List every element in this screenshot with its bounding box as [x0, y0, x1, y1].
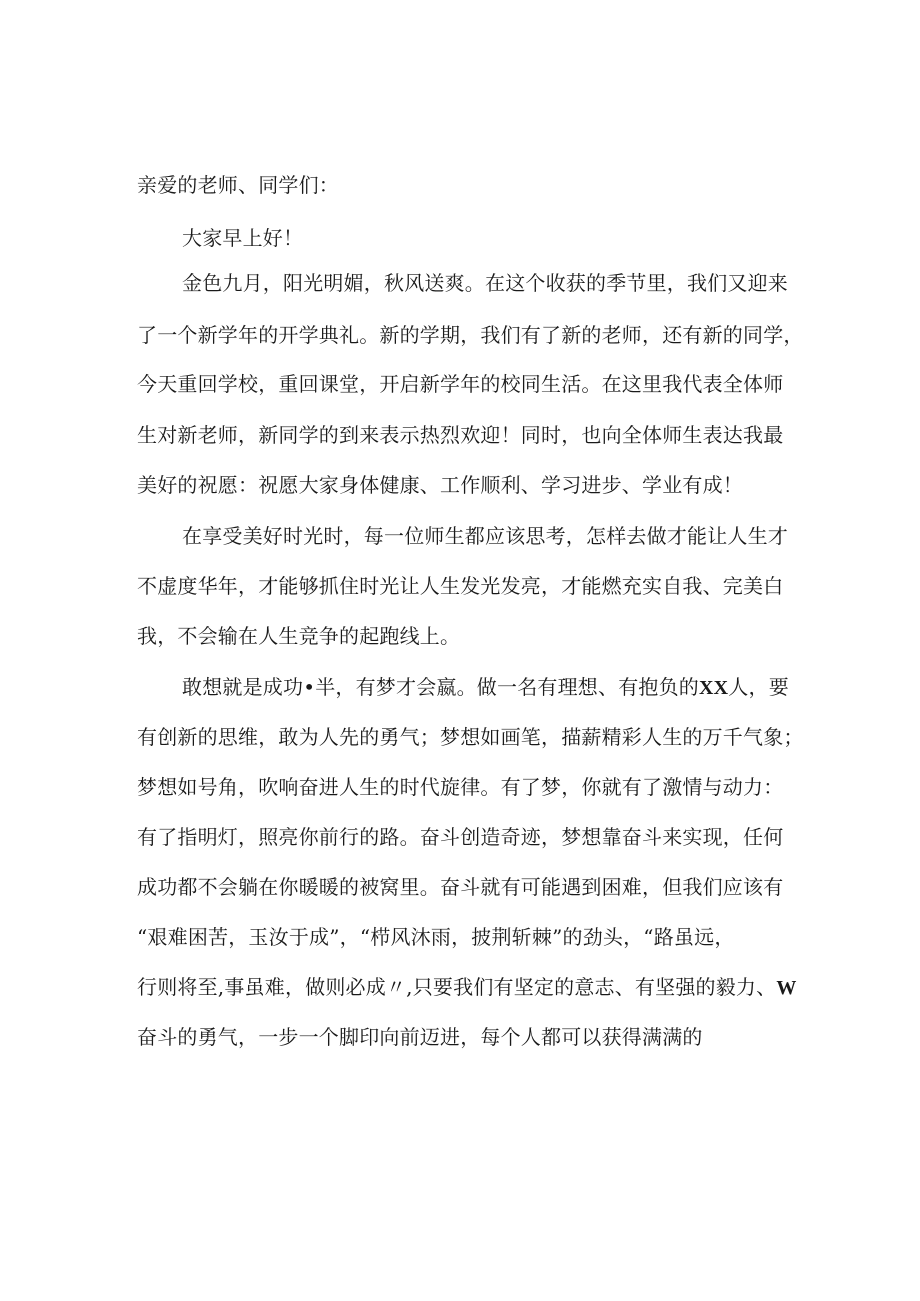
paragraph-line: 生对新老师，新同学的到来表示热烈欢迎！同时，也向全体师生表达我最 [137, 423, 784, 447]
paragraph-line [137, 973, 797, 1002]
text-segment: 行则将至,事虽难，做则必成〃,只要我们有坚定的意志、有坚强的毅力、 [137, 975, 777, 999]
paragraph-line: 有创新的思维，敢为人先的勇气；梦想如画笔，描薪精彩人生的万千气象； [137, 725, 804, 749]
placeholder-xx: XX [699, 677, 729, 699]
paragraph-line: 成功都不会躺在你暖暖的被窝里。奋斗就有可能遇到困难，但我们应该有 [137, 875, 784, 899]
placeholder-w: W [776, 977, 797, 999]
paragraph-line: 有了指明灯，照亮你前行的路。奋斗创造奇迹，梦想靠奋斗来实现，任何 [137, 825, 784, 849]
paragraph-line: 美好的祝愿：祝愿大家身体健康、工作顺利、学习进步、学业有成！ [137, 473, 743, 497]
greeting: 大家早上好！ [182, 226, 304, 250]
paragraph-line: 今天重回学校，重回课堂，开启新学年的校同生活。在这里我代表全体师 [137, 372, 784, 396]
paragraph-line: 不虚度华年，才能够抓住时光让人生发光发亮，才能燃充实自我、完美白 [137, 574, 784, 598]
paragraph-line: 金色九月，阳光明媚，秋风送爽。在这个收获的季节里，我们又迎来 [182, 271, 788, 295]
paragraph-line: 奋斗的勇气，一步一个脚印向前迈进，每个人都可以获得满满的 [137, 1025, 703, 1049]
salutation: 亲爱的老师、同学们： [137, 173, 339, 197]
paragraph-line: 了一个新学年的开学典礼。新的学期，我们有了新的老师，还有新的同学， [137, 323, 804, 347]
paragraph-line: “艰难困苦，玉汝于成”，“栉风沐雨，披荆斩棘”的劲头，“路虽远， [137, 925, 735, 949]
paragraph-line [182, 673, 789, 702]
paragraph-line: 我，不会输在人生竞争的起跑线上。 [137, 624, 461, 648]
text-segment: 人，要 [728, 675, 789, 699]
paragraph-line: 梦想如号角，吹响奋进人生的时代旋律。有了梦，你就有了激情与动力： [137, 775, 784, 799]
paragraph-line: 在享受美好时光时，每一位师生都应该思考，怎样去做才能让人生才 [182, 524, 788, 548]
text-segment: 敢想就是成功•半，有梦才会嬴。做一名有理想、有抱负的 [182, 675, 699, 699]
